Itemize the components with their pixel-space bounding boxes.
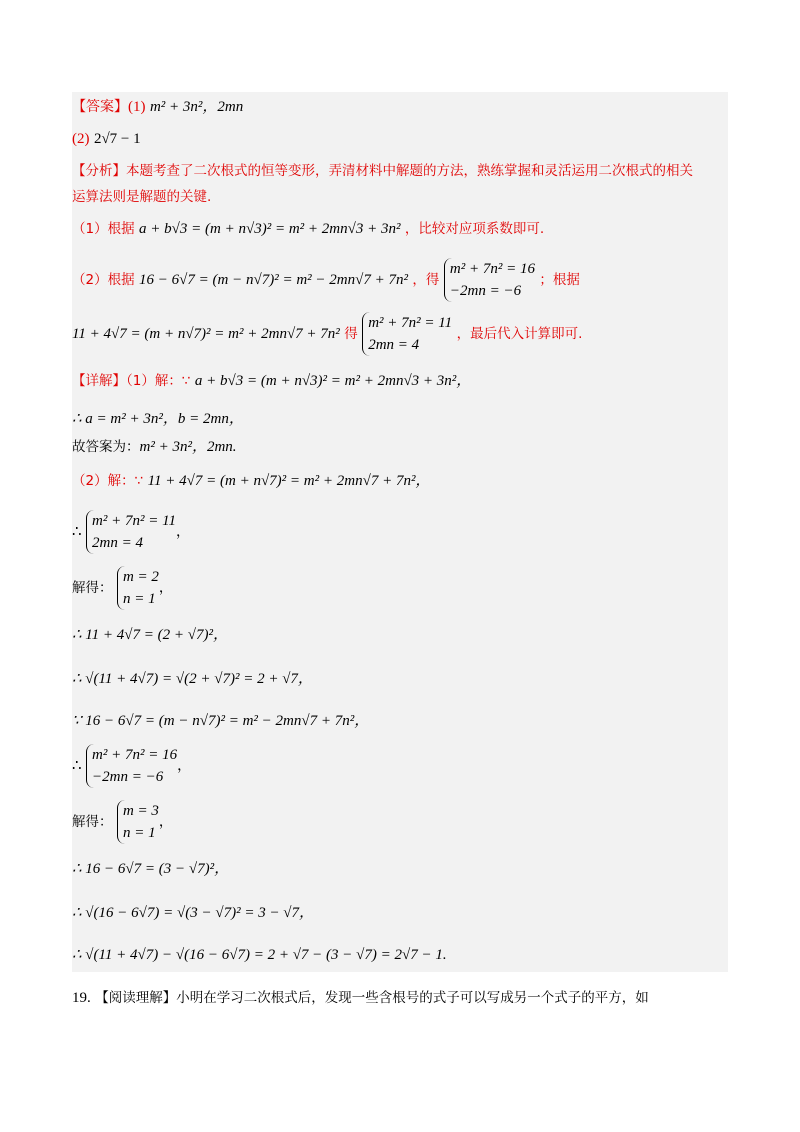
detail-system-a — [72, 510, 190, 554]
detail-p1-line3-cn: 故答案为： — [72, 439, 140, 455]
comma: ， — [158, 580, 173, 596]
answer-label: 【答案】 — [72, 99, 128, 115]
analysis-step3-system — [362, 312, 452, 356]
answer-part1: m² + 3n²，2mn — [149, 99, 244, 115]
equation: ∴ √(16 − 6√7) = √(3 − √7)² = 3 − √7， — [72, 905, 315, 921]
detail-line-4 — [72, 470, 430, 492]
solve-label: 解得： — [72, 814, 113, 830]
system-row: n = 1 — [122, 591, 156, 607]
analysis-step-2 — [72, 258, 580, 302]
detail-eq-a2 — [72, 668, 313, 690]
analysis-step2-mid: ，得 — [412, 272, 440, 288]
equation: ∴ 11 + 4√7 = (2 + √7)²， — [72, 627, 228, 643]
answer-part1-num: (1) — [128, 99, 146, 115]
system-row: m² + 7n² = 16 — [92, 747, 178, 763]
equation: ∵ 16 − 6√7 = (m − n√7)² = m² − 2mn√7 + 7n²， — [72, 713, 370, 729]
question-label: 【阅读理解】 — [95, 990, 177, 1006]
detail-eq-final — [72, 944, 447, 966]
system-a — [86, 510, 176, 554]
answer-line-2 — [72, 128, 141, 150]
equation: ∴ √(11 + 4√7) = √(2 + √7)² = 2 + √7， — [72, 671, 313, 687]
detail-p2-formula: 11 + 4√7 = (m + n√7)² = m² + 2mn√7 + 7n²， — [147, 473, 431, 489]
system-row: m² + 7n² = 11 — [92, 513, 176, 529]
analysis-step3-mid: 得 — [344, 326, 358, 342]
system-row: −2mn = −6 — [449, 283, 522, 299]
detail-eq-a1 — [72, 624, 228, 646]
analysis-step2-suffix: ；根据 — [539, 272, 580, 288]
answer-part2-num: (2) — [72, 131, 90, 147]
analysis-label: 【分析】 — [72, 163, 126, 179]
analysis-text-1: 本题考查了二次根式的恒等变形，弄清材料中解题的方法，熟练掌握和灵活运用二次根式的相关 — [126, 163, 693, 179]
system-b — [86, 744, 177, 788]
system-row: m² + 7n² = 16 — [449, 261, 535, 277]
analysis-text-2: 运算法则是解题的关键. — [72, 189, 212, 205]
system-row: 2mn = 4 — [368, 337, 420, 353]
analysis-line-1 — [72, 160, 693, 182]
comma: ， — [158, 814, 173, 830]
equation: ∴ 16 − 6√7 = (3 − √7)²， — [72, 861, 230, 877]
analysis-step-3 — [72, 312, 582, 356]
system-row: m² + 7n² = 11 — [368, 315, 453, 331]
analysis-step2-prefix: （2）根据 — [72, 272, 135, 288]
solution-a — [117, 566, 159, 610]
detail-line-3 — [72, 436, 237, 458]
therefore-symbol: ∴ — [72, 758, 82, 774]
detail-p1-line2: ∴ a = m² + 3n²，b = 2mn， — [72, 411, 244, 427]
detail-p1-line3: m² + 3n²，2mn. — [139, 439, 237, 455]
system-row: 2mn = 4 — [92, 535, 143, 551]
analysis-line-2 — [72, 186, 211, 208]
detail-eq-b2 — [72, 858, 229, 880]
detail-eq-b3 — [72, 902, 314, 924]
system-row: m = 2 — [122, 569, 159, 585]
system-row: −2mn = −6 — [92, 769, 164, 785]
analysis-step-1 — [72, 218, 544, 240]
system-row: m = 3 — [122, 803, 159, 819]
detail-p2-prefix: （2）解：∵ — [72, 473, 144, 489]
analysis-step1-suffix: ，比较对应项系数即可. — [404, 221, 545, 237]
solve-label: 解得： — [72, 580, 113, 596]
solution-b — [117, 800, 159, 844]
detail-label: 【详解】 — [72, 373, 126, 389]
analysis-step1-prefix: （1）根据 — [72, 221, 135, 237]
detail-solution-b — [72, 800, 173, 844]
comma: ， — [177, 758, 192, 774]
detail-line-2 — [72, 408, 244, 430]
analysis-step3-formula: 11 + 4√7 = (m + n√7)² = m² + 2mn√7 + 7n² — [72, 326, 340, 342]
detail-p1-formula: a + b√3 = (m + n√3)² = m² + 2mn√3 + 3n²， — [194, 373, 472, 389]
question-19 — [72, 986, 649, 1007]
answer-line — [72, 96, 243, 118]
answer-part2: 2√7 − 1 — [93, 131, 141, 147]
analysis-step1-formula: a + b√3 = (m + n√3)² = m² + 2mn√3 + 3n² — [139, 221, 401, 237]
detail-p1-prefix: （1）解：∵ — [126, 373, 191, 389]
therefore-symbol: ∴ — [72, 524, 82, 540]
detail-line-1 — [72, 370, 471, 392]
equation: ∴ √(11 + 4√7) − √(16 − 6√7) = 2 + √7 − (3 − √7) = 2√7 − 1. — [72, 947, 447, 963]
question-text: 小明在学习二次根式后，发现一些含根号的式子可以写成另一个式子的平方，如 — [176, 990, 649, 1006]
analysis-step2-system — [444, 258, 535, 302]
comma: ， — [175, 524, 190, 540]
detail-system-b — [72, 744, 191, 788]
detail-eq-b1 — [72, 710, 369, 732]
question-number: 19. — [72, 990, 91, 1006]
analysis-step3-suffix: ，最后代入计算即可. — [456, 326, 583, 342]
system-row: n = 1 — [122, 825, 156, 841]
analysis-step2-formula: 16 − 6√7 = (m − n√7)² = m² − 2mn√7 + 7n² — [139, 272, 408, 288]
detail-solution-a — [72, 566, 173, 610]
